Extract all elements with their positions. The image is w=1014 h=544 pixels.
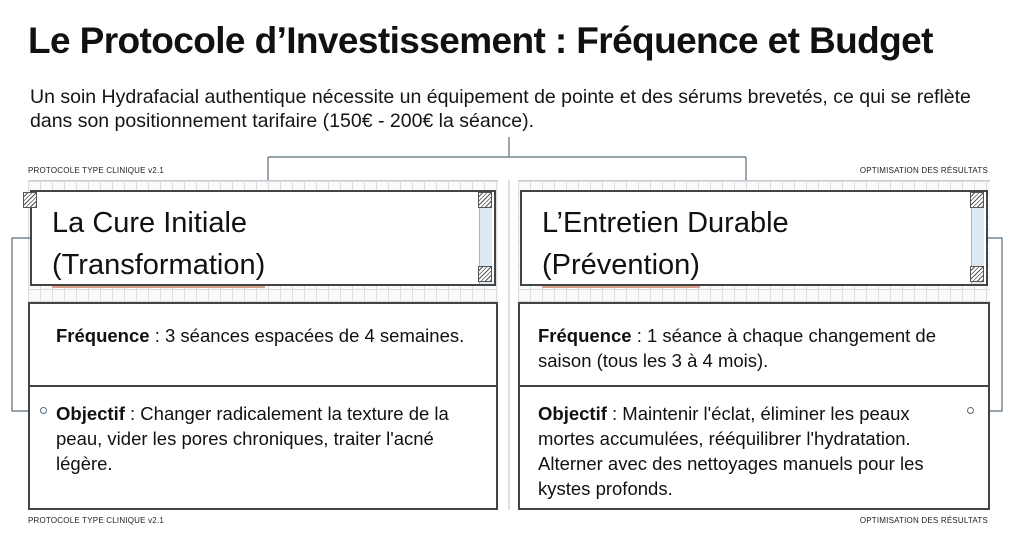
card-left-heading-line2: (Transformation) xyxy=(52,244,265,288)
card-left-hatch-bottom-right xyxy=(478,266,492,282)
card-left-heading xyxy=(52,202,265,288)
card-right-frequency-label: Fréquence xyxy=(538,325,632,346)
card-left-frequency-label: Fréquence xyxy=(56,325,150,346)
card-right-heading xyxy=(542,202,789,288)
corner-label-top-right: OPTIMISATION DES RÉSULTATS xyxy=(859,166,988,175)
card-left-objective-text: : Changer radicalement la texture de la peau, vider les pores chroniques, traiter l'acné légère. xyxy=(56,403,449,474)
page-subtitle: Un soin Hydrafacial authentique nécessite un équipement de pointe et des sérums brevetés, ce qui se reflète dans son positionnement tarifaire (150€ - 200€ la séance). xyxy=(30,86,971,132)
connector-right-dot xyxy=(967,407,974,414)
card-right-objective-text: : Maintenir l'éclat, éliminer les peaux mortes accumulées, rééquilibrer l'hydratation. Alterner avec des nettoyages manuels pour les kystes profonds. xyxy=(538,403,924,499)
card-right-divider xyxy=(520,385,988,387)
card-left-heading-line1: La Cure Initiale xyxy=(52,207,248,239)
card-right-frequency-text: : 1 séance à chaque changement de saison (tous les 3 à 4 mois). xyxy=(538,325,937,371)
card-right-header xyxy=(520,190,988,286)
corner-label-bottom-left: PROTOCOLE TYPE CLINIQUE v2.1 xyxy=(28,516,165,525)
card-left-hatch-top-right xyxy=(478,192,492,208)
card-right-frequency xyxy=(538,323,968,373)
card-right-objective xyxy=(538,401,962,501)
card-left-frequency xyxy=(56,323,476,348)
card-left-objective xyxy=(56,401,476,476)
card-left-hatch-top-left xyxy=(23,192,37,208)
card-right-hatch-bottom-right xyxy=(970,266,984,282)
card-left-header xyxy=(30,190,496,286)
card-left-frequency-text: : 3 séances espacées de 4 semaines. xyxy=(149,325,465,346)
card-right-hatch-top-right xyxy=(970,192,984,208)
page-title: Le Protocole d’Investissement : Fréquence et Budget xyxy=(28,20,933,61)
connector-left-dot xyxy=(40,407,47,414)
card-right-body xyxy=(518,302,990,510)
card-left-divider xyxy=(30,385,496,387)
card-right-objective-label: Objectif xyxy=(538,403,607,424)
corner-label-bottom-right: OPTIMISATION DES RÉSULTATS xyxy=(859,516,988,525)
card-right-heading-line1: L’Entretien Durable xyxy=(542,207,789,239)
card-left-objective-label: Objectif xyxy=(56,403,125,424)
card-left-body xyxy=(28,302,498,510)
corner-label-top-left: PROTOCOLE TYPE CLINIQUE v2.1 xyxy=(28,166,165,175)
card-right-heading-line2: (Prévention) xyxy=(542,244,700,288)
